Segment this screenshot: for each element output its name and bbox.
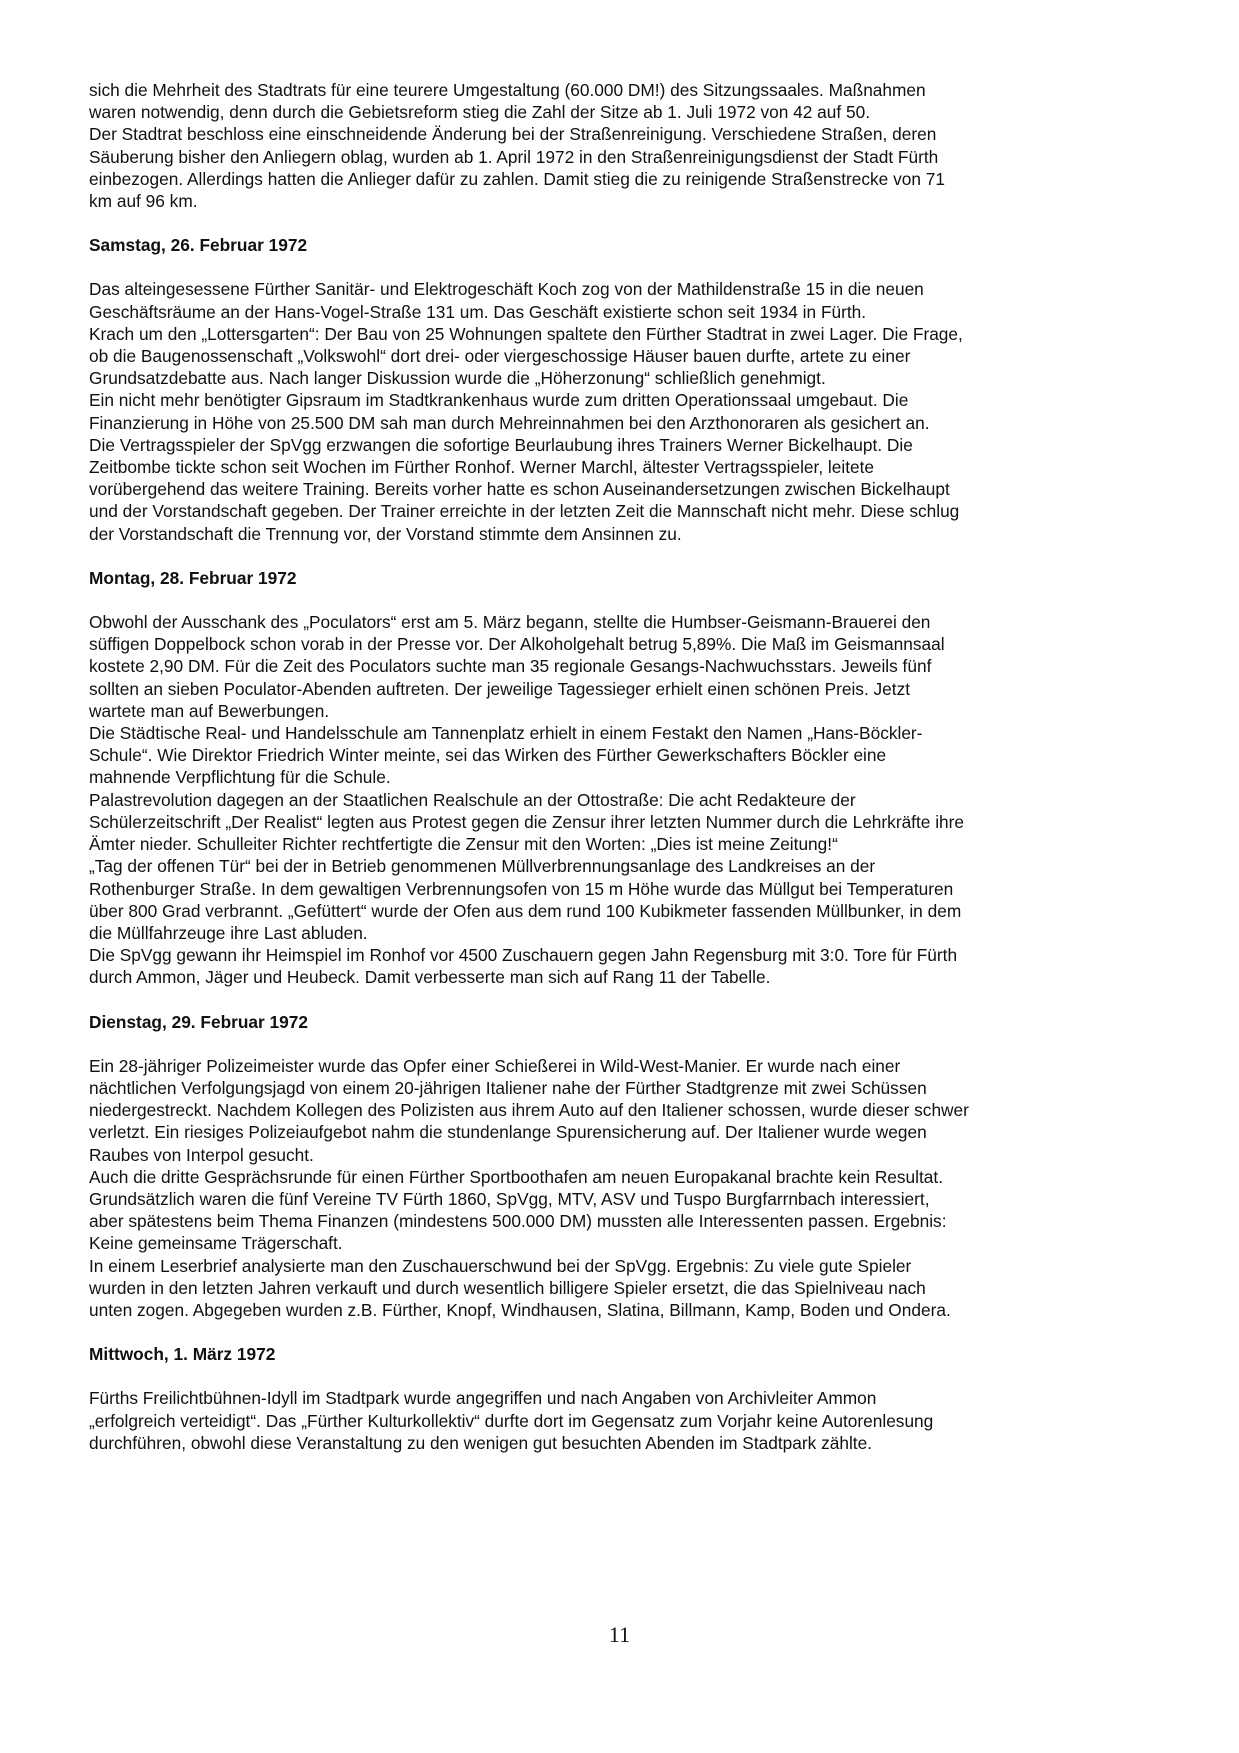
text-line: sollten an sieben Poculator-Abenden auftreten. Der jeweilige Tagessieger erhielt einen schönen Preis. Jetzt: [89, 678, 911, 699]
text-line: Die SpVgg gewann ihr Heimspiel im Ronhof vor 4500 Zuschauern gegen Jahn Regensburg mit 3:0. Tore für Fürth: [89, 945, 958, 966]
text-line: Die Städtische Real- und Handelsschule am Tannenplatz erhielt in einem Festakt den Namen „Hans-Böckler-: [89, 723, 923, 744]
text-line: ob die Baugenossenschaft „Volkswohl“ dort drei- oder viergeschossige Häuser bauen durfte, artete zu einer: [89, 346, 911, 367]
text-line: Schule“. Wie Direktor Friedrich Winter meinte, sei das Wirken des Fürther Gewerkschafters Böckler eine: [89, 745, 887, 766]
text-line: In einem Leserbrief analysierte man den Zuschauerschwund bei der SpVgg. Ergebnis: Zu viele gute Spieler: [89, 1255, 912, 1276]
section-body: [89, 278, 1149, 544]
text-line: Raubes von Interpol gesucht.: [89, 1144, 314, 1165]
text-line: verletzt. Ein riesiges Polizeiaufgebot nahm die stundenlange Spurensicherung auf. Der Italiener wurde wegen: [89, 1122, 927, 1143]
text-line: km auf 96 km.: [89, 191, 198, 212]
text-line: waren notwendig, denn durch die Gebietsreform stieg die Zahl der Sitze ab 1. Juli 1972 von 42 auf 50.: [89, 102, 871, 123]
text-line: die Müllfahrzeuge ihre Last abluden.: [89, 922, 368, 943]
text-line: Ein nicht mehr benötigter Gipsraum im Stadtkrankenhaus wurde zum dritten Operationssaal umgebaut. Die: [89, 390, 909, 411]
text-line: Rothenburger Straße. In dem gewaltigen Verbrennungsofen von 15 m Höhe wurde das Müllgut bei Temperaturen: [89, 878, 954, 899]
text-line: Keine gemeinsame Trägerschaft.: [89, 1233, 343, 1254]
page-number: 11: [608, 1622, 631, 1647]
date-heading: Samstag, 26. Februar 1972: [89, 235, 308, 256]
text-line: der Vorstandschaft die Trennung vor, der Vorstand stimmte dem Ansinnen zu.: [89, 523, 682, 544]
section-body: [89, 1387, 1149, 1454]
text-line: Die Vertragsspieler der SpVgg erzwangen die sofortige Beurlaubung ihres Trainers Werner Bickelhaupt. Die: [89, 434, 913, 455]
text-line: kostete 2,90 DM. Für die Zeit des Poculators suchte man 35 regionale Gesangs-Nachwuchsstars. Jeweils fünf: [89, 656, 932, 677]
text-line: vorübergehend das weitere Training. Bereits vorher hatte es schon Auseinandersetzungen zwischen Bickelhaupt: [89, 479, 950, 500]
document-page: [89, 79, 1149, 1454]
text-line: nächtlichen Verfolgungsjagd von einem 20-jährigen Italiener nahe der Fürther Stadtgrenze mit zwei Schüssen: [89, 1077, 927, 1098]
text-line: süffigen Doppelbock schon vorab in der Presse vor. Der Alkoholgehalt betrug 5,89%. Die Maß im Geismannsaal: [89, 634, 945, 655]
text-line: und der Vorstandschaft gegeben. Der Trainer erreichte in der letzten Zeit die Mannschaft nicht mehr. Diese schlug: [89, 501, 960, 522]
text-line: Ein 28-jähriger Polizeimeister wurde das Opfer einer Schießerei in Wild-West-Manier. Er wurde nach einer: [89, 1055, 901, 1076]
date-heading: Mittwoch, 1. März 1972: [89, 1344, 276, 1365]
text-line: über 800 Grad verbrannt. „Gefüttert“ wurde der Ofen aus dem rund 100 Kubikmeter fassenden Müllbunker, in dem: [89, 900, 962, 921]
text-line: Ämter nieder. Schulleiter Richter rechtfertigte die Zensur mit den Worten: „Dies ist meine Zeitung!“: [89, 834, 838, 855]
date-heading: Montag, 28. Februar 1972: [89, 567, 297, 588]
text-line: „erfolgreich verteidigt“. Das „Fürther Kulturkollektiv“ durfte dort im Gegensatz zum Vorjahr keine Autorenlesung: [89, 1410, 934, 1431]
text-line: durch Ammon, Jäger und Heubeck. Damit verbesserte man sich auf Rang 11 der Tabelle.: [89, 967, 771, 988]
intro-paragraph: [89, 79, 1149, 212]
text-line: durchführen, obwohl diese Veranstaltung zu den wenigen gut besuchten Abenden im Stadtpark zählte.: [89, 1432, 872, 1453]
text-line: Finanzierung in Höhe von 25.500 DM sah man durch Mehreinnahmen bei den Arzthonoraren als gesichert an.: [89, 412, 930, 433]
text-line: unten zogen. Abgegeben wurden z.B. Fürther, Knopf, Windhausen, Slatina, Billmann, Kamp, Boden und Ondera.: [89, 1299, 951, 1320]
text-line: Fürths Freilichtbühnen-Idyll im Stadtpark wurde angegriffen und nach Angaben von Archivleiter Ammon: [89, 1388, 877, 1409]
text-line: aber spätestens beim Thema Finanzen (mindestens 500.000 DM) mussten alle Interessenten passen. Ergebnis:: [89, 1211, 947, 1232]
date-heading: Dienstag, 29. Februar 1972: [89, 1011, 308, 1032]
text-line: Das alteingesessene Fürther Sanitär- und Elektrogeschäft Koch zog von der Mathildenstraße 15 in die neuen: [89, 279, 924, 300]
text-line: Obwohl der Ausschank des „Poculators“ erst am 5. März begann, stellte die Humbser-Geismann-Brauerei den: [89, 612, 931, 633]
text-line: sich die Mehrheit des Stadtrats für eine teurere Umgestaltung (60.000 DM!) des Sitzungssaales. Maßnahmen: [89, 80, 926, 100]
text-line: Grundsatzdebatte aus. Nach langer Diskussion wurde die „Höherzonung“ schließlich genehmigt.: [89, 368, 826, 389]
text-line: Palastrevolution dagegen an der Staatlichen Realschule an der Ottostraße: Die acht Redakteure der: [89, 789, 856, 810]
text-line: Krach um den „Lottersgarten“: Der Bau von 25 Wohnungen spaltete den Fürther Stadtrat in zwei Lager. Die Frage,: [89, 323, 963, 344]
text-line: Schülerzeitschrift „Der Realist“ legten aus Protest gegen die Zensur ihrer letzten Nummer durch die Lehrkräfte ihre: [89, 811, 965, 832]
section-body: [89, 611, 1149, 988]
text-line: Säuberung bisher den Anliegern oblag, wurden ab 1. April 1972 in den Straßenreinigungsdienst der Stadt Fürth: [89, 146, 939, 167]
text-line: Zeitbombe tickte schon seit Wochen im Fürther Ronhof. Werner Marchl, ältester Vertragsspieler, leitete: [89, 457, 875, 478]
text-line: niedergestreckt. Nachdem Kollegen des Polizisten aus ihrem Auto auf den Italiener schossen, wurde dieser schwer: [89, 1100, 969, 1121]
text-line: Der Stadtrat beschloss eine einschneidende Änderung bei der Straßenreinigung. Verschiedene Straßen, deren: [89, 124, 937, 145]
text-line: „Tag der offenen Tür“ bei der in Betrieb genommenen Müllverbrennungsanlage des Landkreises an der: [89, 856, 876, 877]
section-body: [89, 1055, 1149, 1321]
sections-container: [89, 234, 1149, 1454]
text-line: Grundsätzlich waren die fünf Vereine TV Fürth 1860, SpVgg, MTV, ASV und Tuspo Burgfarrnbach interessiert,: [89, 1188, 930, 1209]
text-line: Auch die dritte Gesprächsrunde für einen Fürther Sportboothafen am neuen Europakanal brachte kein Resultat.: [89, 1166, 944, 1187]
text-line: mahnende Verpflichtung für die Schule.: [89, 767, 391, 788]
text-line: Geschäftsräume an der Hans-Vogel-Straße 131 um. Das Geschäft existierte schon seit 1934 in Fürth.: [89, 301, 867, 322]
text-line: wartete man auf Bewerbungen.: [89, 700, 330, 721]
text-line: einbezogen. Allerdings hatten die Anlieger dafür zu zahlen. Damit stieg die zu reinigende Straßenstrecke von 71: [89, 168, 945, 189]
text-line: wurden in den letzten Jahren verkauft und durch wesentlich billigere Spieler ersetzt, die das Spielniveau nach: [89, 1277, 926, 1298]
